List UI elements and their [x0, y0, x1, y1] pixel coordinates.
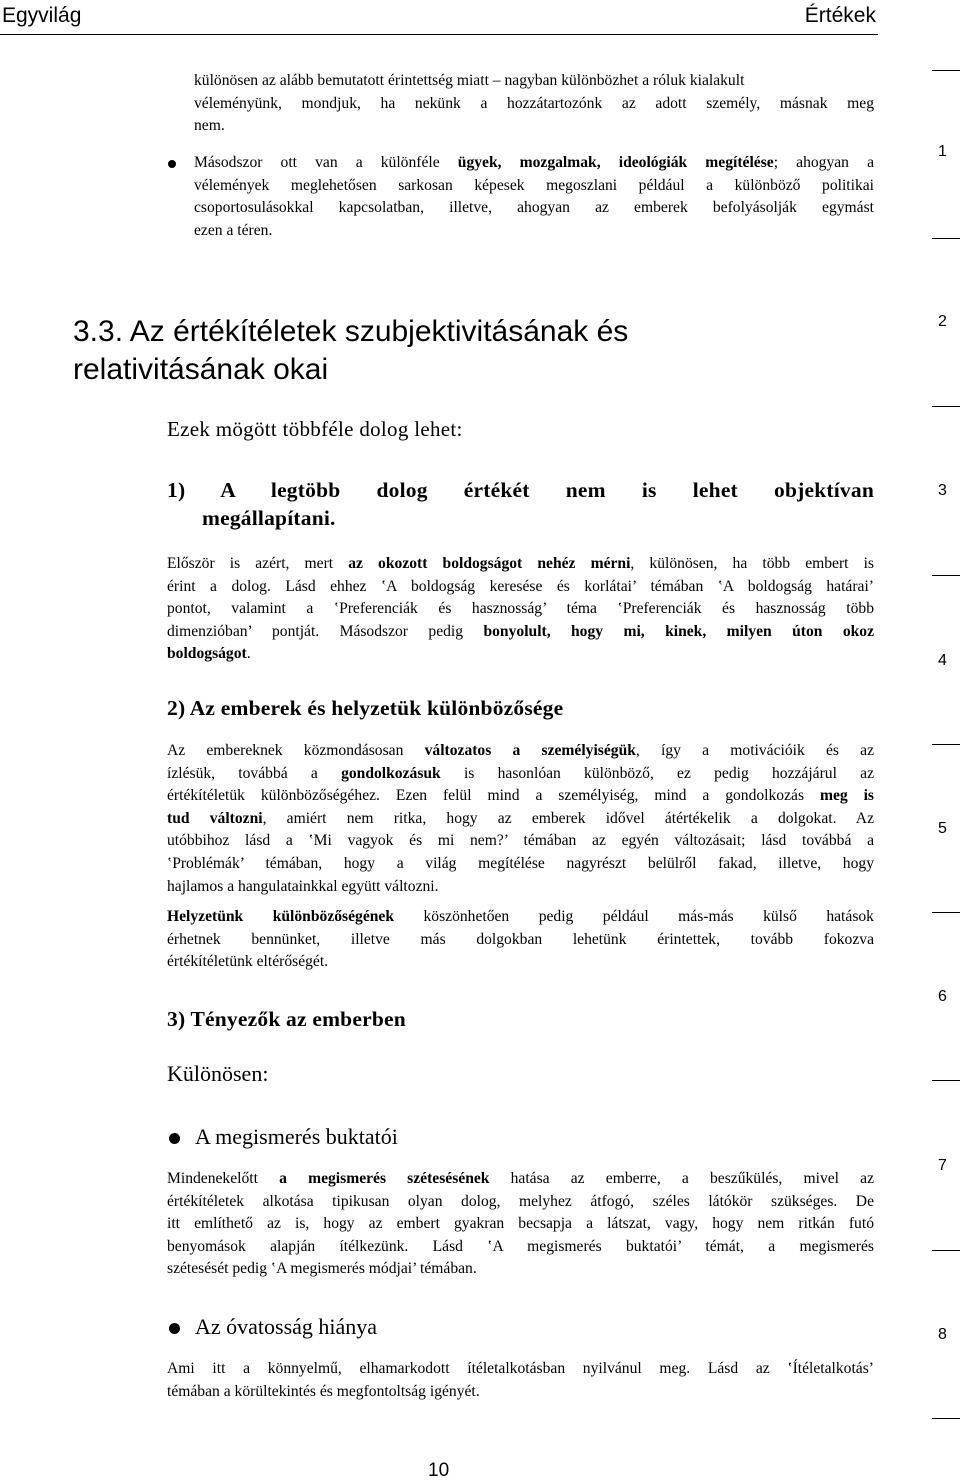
subsection-3-intro: Különösen: [167, 1061, 269, 1086]
margin-number: 4 [938, 652, 947, 669]
text-line: nem. [194, 117, 225, 135]
margin-rule [932, 744, 960, 745]
bullet-icon [169, 1323, 180, 1334]
subsection-3-heading: 3) Tényezők az emberben [167, 1007, 406, 1031]
text-line: Ami itt a könnyelmű, elhamarkodott ítéletalkotásban nyilvánul meg. Lásd az ‛Ítéletalkotás’ [167, 1360, 874, 1377]
text-line: itt említhető az is, hogy az embert gyakran becsapja a látszat, vagy, hogy nem ritkán futó [167, 1215, 874, 1233]
text-line: dimenzióban’ pontját. Másodszor pedig bonyolult, hogy mi, kinek, milyen úton okoz [167, 622, 875, 640]
section-intro: Ezek mögött többféle dolog lehet: [167, 417, 463, 441]
text-line: Az embereknek közmondásosan változatos a személyiségük, így a motivációik és az [167, 742, 875, 759]
margin-rule [932, 70, 960, 71]
page-header [0, 0, 878, 35]
text-line: témában a körültekintés és megfontoltság igényét. [167, 1382, 480, 1400]
text-line: érint a dolog. Lásd ehhez ‛A boldogság keresése és korlátai’ témában ‛A boldogság határai’ [167, 577, 874, 595]
subsection-2-paragraph-2 [167, 906, 874, 974]
margin-rule [932, 575, 960, 576]
margin-number: 6 [938, 988, 947, 1005]
text-line: ‛Problémák’ témában, hogy a világ megítélése nagyrészt belülről fakad, illetve, hogy [167, 854, 874, 872]
margin-rule [932, 1080, 960, 1081]
text-line: utóbbihoz lásd a ‛Mi vagyok és mi nem?’ témában az egyén változásait; lásd továbbá a [167, 832, 874, 850]
margin-rule [932, 912, 960, 913]
ovatossag-paragraph [167, 1358, 874, 1403]
margin-number: 7 [938, 1157, 947, 1174]
megismeres-paragraph [167, 1168, 874, 1281]
bullet-title-megismeres: A megismerés buktatói [195, 1124, 398, 1149]
subsection-2-paragraph-1 [167, 740, 874, 898]
page-number: 10 [428, 1460, 450, 1481]
margin-number: 2 [938, 313, 947, 330]
text-line: vélemények meglehetősen sarkosan képesek megoszlani például a különböző politikai [194, 176, 874, 194]
text-line: Először is azért, mert az okozott boldogságot nehéz mérni, különösen, ha több embert is [167, 555, 874, 572]
margin-rule [932, 1418, 960, 1419]
text-line: értékítéletünk eltérőségét. [167, 953, 329, 971]
text-line: Másodszor ott van a különféle ügyek, mozgalmak, ideológiák megítélése; ahogyan a [194, 154, 874, 171]
margin-rule [932, 406, 960, 407]
subsection-1-heading: 1) A legtöbb dolog értékét nem is lehet objektívan megállapítani. [167, 478, 874, 530]
margin-number: 3 [938, 482, 947, 499]
text-line: pontot, valamint a ‛Preferenciák és hasznosság’ téma ‛Preferenciák és hasznosság több [167, 600, 874, 618]
top-paragraph [194, 70, 874, 138]
text-line: Helyzetünk különbözőségének köszönhetően pedig például más-más külső hatások [167, 908, 874, 925]
text-line: boldogságot. [167, 645, 251, 663]
margin-number: 8 [938, 1326, 947, 1343]
text-line: benyomások alapján ítélkezünk. Lásd ‛A megismerés buktatói’ témát, a megismerés [167, 1237, 874, 1255]
bullet-title-ovatossag: Az óvatosság hiánya [195, 1314, 378, 1339]
header-right-title: Értékek [804, 4, 876, 27]
bullet-icon [168, 160, 176, 168]
margin-number: 1 [938, 143, 947, 160]
text-line: ízlésük, továbbá a gondolkozásuk is hasonlóan különböző, ez pedig hozzájárul az [167, 764, 874, 782]
text-line: csoportosulásokkal kapcsolatban, illetve, ahogyan az emberek befolyásolják egymást [194, 199, 874, 217]
bullet-icon [169, 1133, 180, 1144]
margin-rule [932, 1250, 960, 1251]
text-line: értékítéletek alkotása tipikusan olyan dolog, melyhez átfogó, széles látókör szükséges. De [167, 1192, 874, 1210]
text-line: különösen az alább bemutatott érintettség miatt – nagyban különbözhet a róluk kialakult [194, 72, 745, 89]
bullet-paragraph [194, 152, 874, 242]
margin-rule [932, 238, 960, 239]
text-line: értékítéletük különbözőségéhez. Ezen felül mind a személyiség, mind a gondolkozás meg is [167, 787, 874, 805]
text-line: ezen a téren. [194, 221, 273, 239]
text-line: tud változni, amiért nem ritka, hogy az emberek idővel átértékelik a dolgokat. Az [167, 809, 874, 827]
text-line: véleményünk, mondjuk, ha nekünk a hozzátartozónk az adott személy, másnak meg [194, 94, 874, 112]
margin-number: 5 [938, 820, 947, 837]
text-line: érhetnek bennünket, illetve más dolgokban lehetünk érintettek, tovább fokozva [167, 930, 874, 948]
header-left-title: Egyvilág [2, 4, 82, 27]
text-line: szétesését pedig ‛A megismerés módjai’ témában. [167, 1260, 477, 1278]
subsection-1-paragraph [167, 553, 874, 666]
section-title: 3.3. Az értékítéletek szubjektivitásának és relativitásának okai [73, 315, 629, 386]
text-line: hajlamos a hangulatainkkal együtt változni. [167, 877, 439, 895]
text-line: Mindenekelőtt a megismerés szétesésének hatása az emberre, a beszűkülés, mivel az [167, 1170, 875, 1187]
subsection-2-heading: 2) Az emberek és helyzetük különbözősége [167, 696, 564, 720]
